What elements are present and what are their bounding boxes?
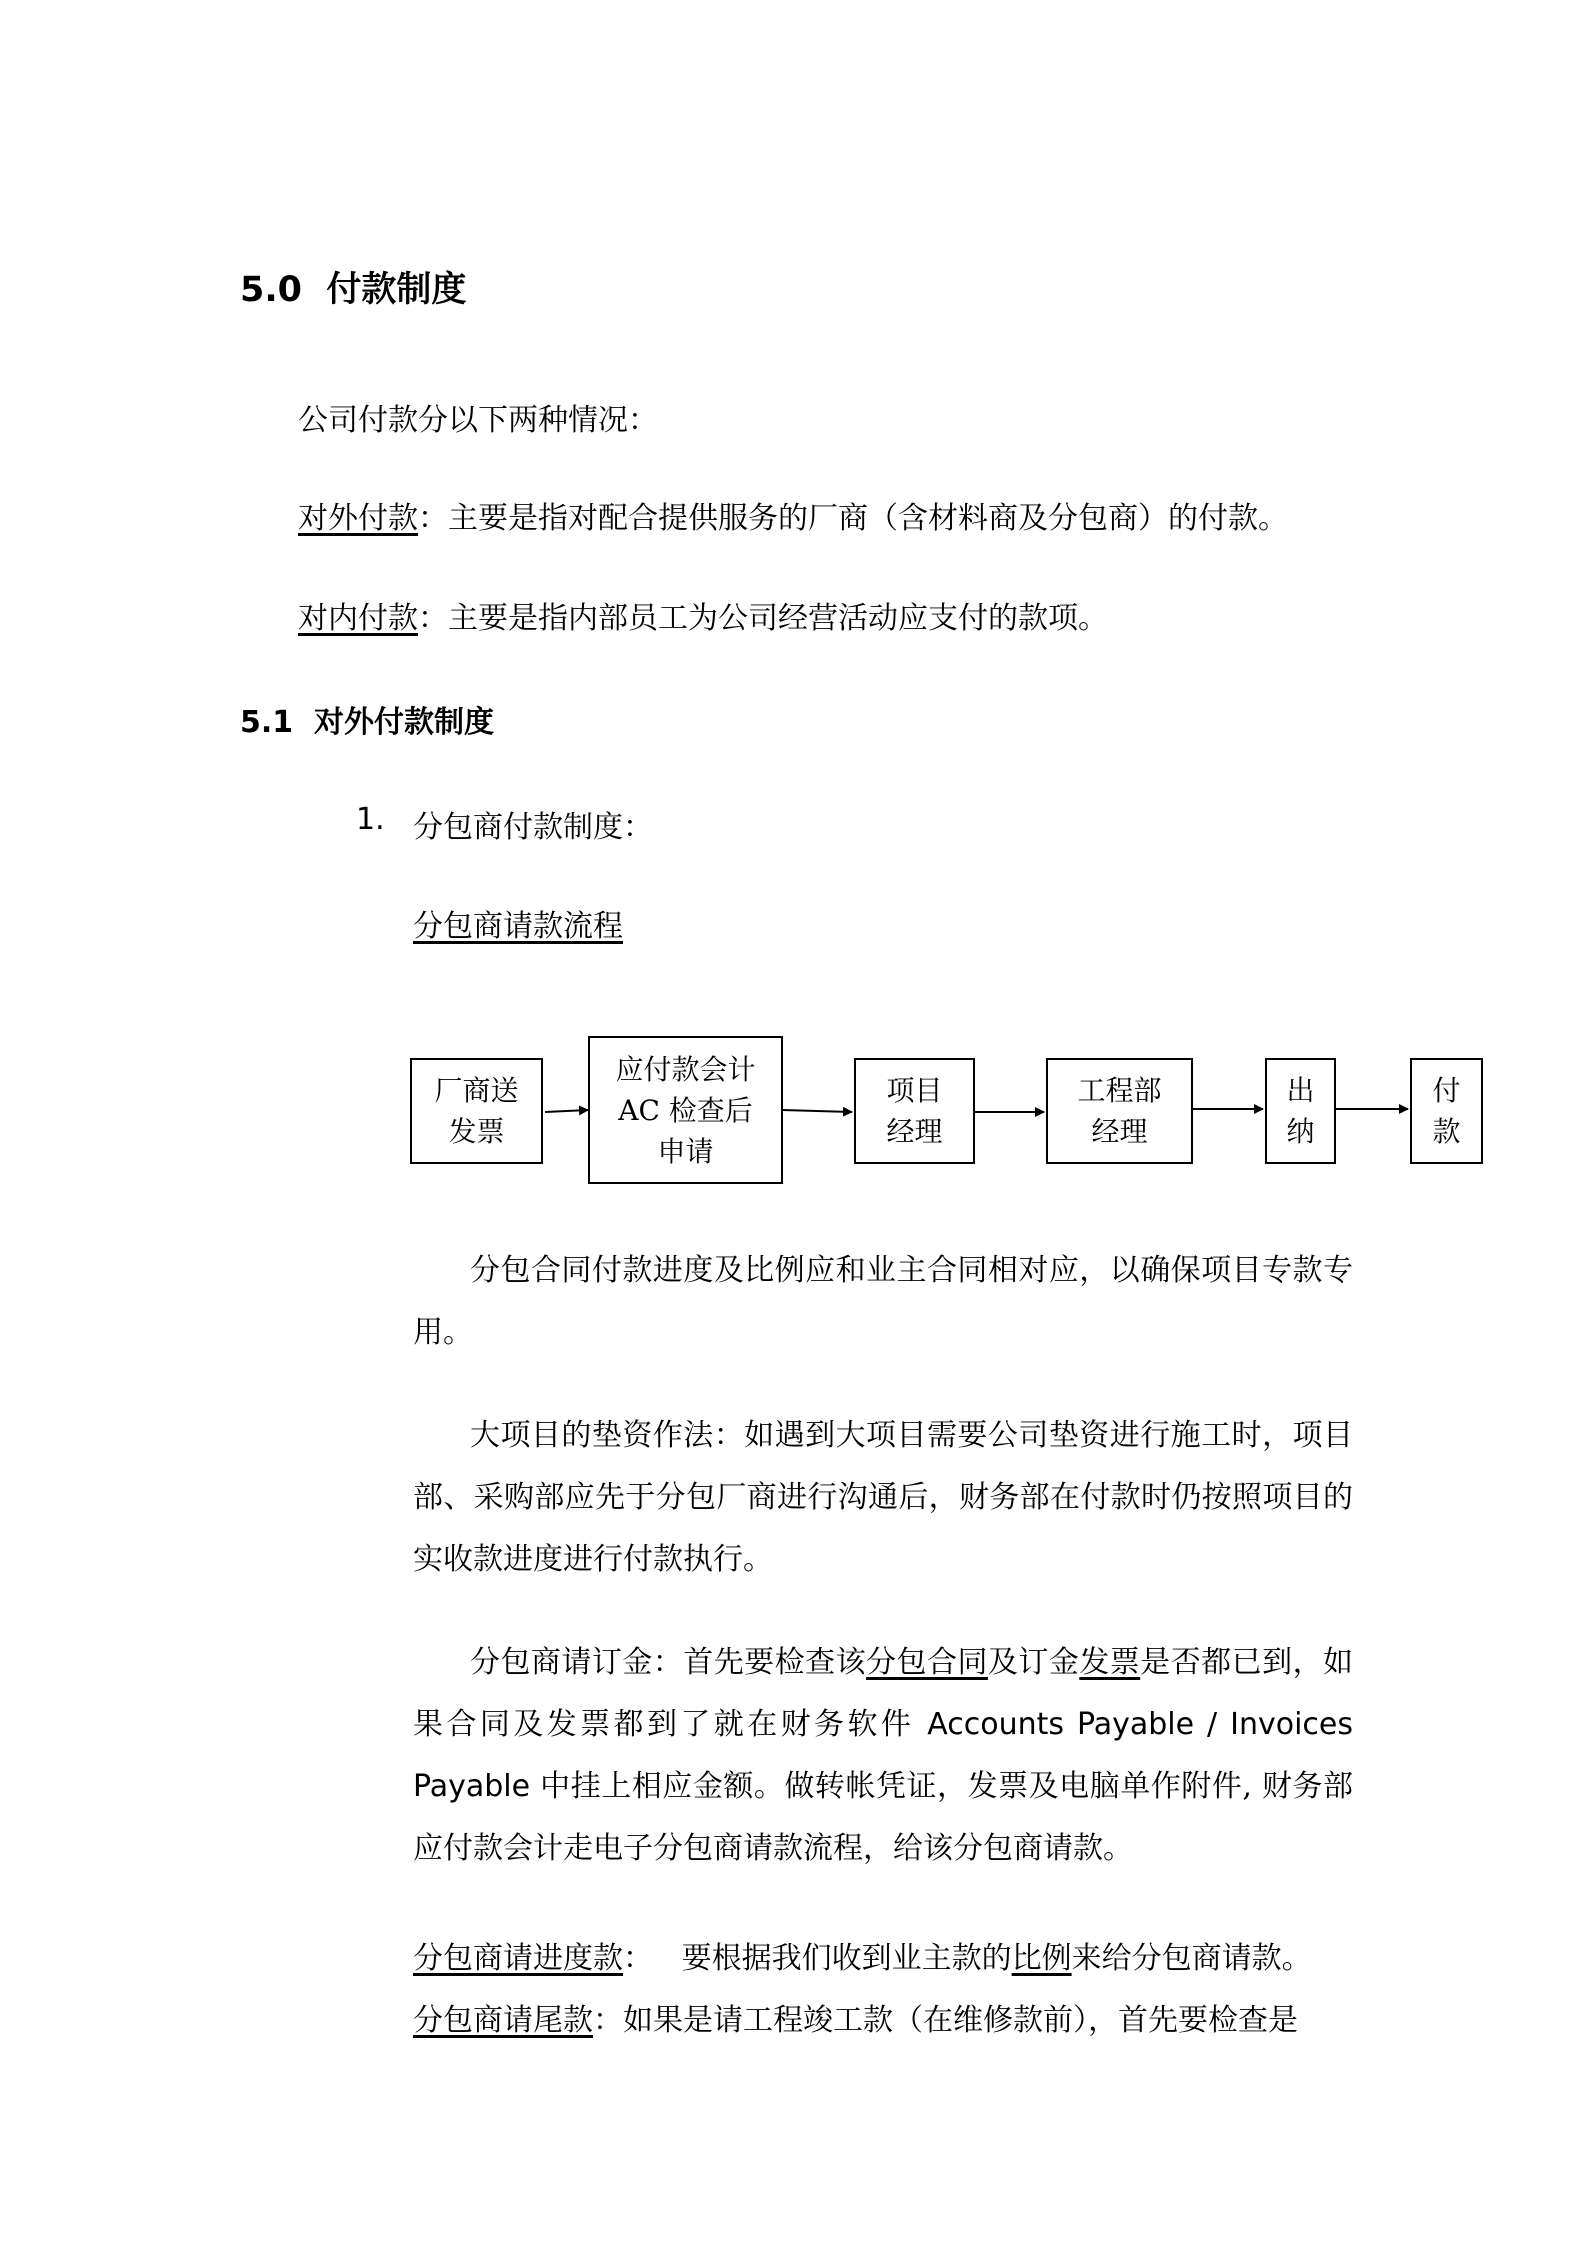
progress-payment-term: 分包商请进度款 — [413, 1941, 623, 1976]
accounts-payable-term: Accounts Payable / Invoices Payable — [413, 1707, 1353, 1804]
flow-arrow — [782, 1110, 852, 1112]
internal-payment-term: 对内付款 — [298, 601, 418, 636]
flow-step-cashier: 出 纳 — [1265, 1058, 1336, 1164]
flow-title-text: 分包商请款流程 — [413, 909, 623, 944]
section-number: 5.1 — [240, 705, 294, 740]
invoice-term: 发票 — [1079, 1645, 1141, 1680]
paragraph-advance-funding: 大项目的垫资作法：如遇到大项目需要公司垫资进行施工时，项目部、采购部应先于分包厂商进行沟通后，财务部在付款时仍按照项目的实收款进度进行付款执行。 — [413, 1418, 1353, 1577]
section-number: 5.0 — [240, 270, 303, 310]
subcontract-term: 分包合同 — [866, 1645, 988, 1680]
list-item-text: 分包商付款制度： — [413, 810, 653, 845]
list-item-number: 1. — [356, 802, 385, 837]
paragraph-progress-payment: 分包商请进度款： 要根据我们收到业主款的比例来给分包商请款。 — [413, 1941, 1312, 1976]
flow-step-vendor-invoice: 厂商送 发票 — [410, 1058, 543, 1164]
paragraph-final-payment: 分包商请尾款：如果是请工程竣工款（在维修款前），首先要检查是 — [413, 2003, 1298, 2038]
flow-arrow — [545, 1110, 588, 1112]
external-payment-term: 对外付款 — [298, 501, 418, 536]
external-payment-text: ：主要是指对配合提供服务的厂商（含材料商及分包商）的付款。 — [418, 501, 1288, 536]
paragraph-progress-ratio: 分包合同付款进度及比例应和业主合同相对应，以确保项目专款专用。 — [413, 1253, 1353, 1350]
section-title: 付款制度 — [326, 270, 467, 310]
flow-step-project-manager: 项目 经理 — [854, 1058, 975, 1164]
section-title: 对外付款制度 — [314, 705, 495, 740]
flow-step-ap-accountant: 应付款会计 AC 检查后 申请 — [588, 1036, 783, 1184]
flow-step-engineering-manager: 工程部 经理 — [1046, 1058, 1193, 1164]
internal-payment-text: ：主要是指内部员工为公司经营活动应支付的款项。 — [418, 601, 1108, 636]
ratio-term: 比例 — [1011, 1941, 1072, 1976]
paragraph-deposit-request: 分包商请订金：首先要检查该分包合同及订金发票是否都已到，如果合同及发票都到了就在财务软件 Accounts Payable / Invoices Payable 中挂上相应金额。做转帐凭证，发票及电脑单作附件, 财务部应付款会计走电子分包商请款流程，给该分包商请款。 — [413, 1645, 1354, 1866]
final-payment-term: 分包商请尾款 — [413, 2003, 593, 2038]
flow-step-payment: 付 款 — [1410, 1058, 1483, 1164]
intro-text: 公司付款分以下两种情况： — [298, 403, 658, 438]
